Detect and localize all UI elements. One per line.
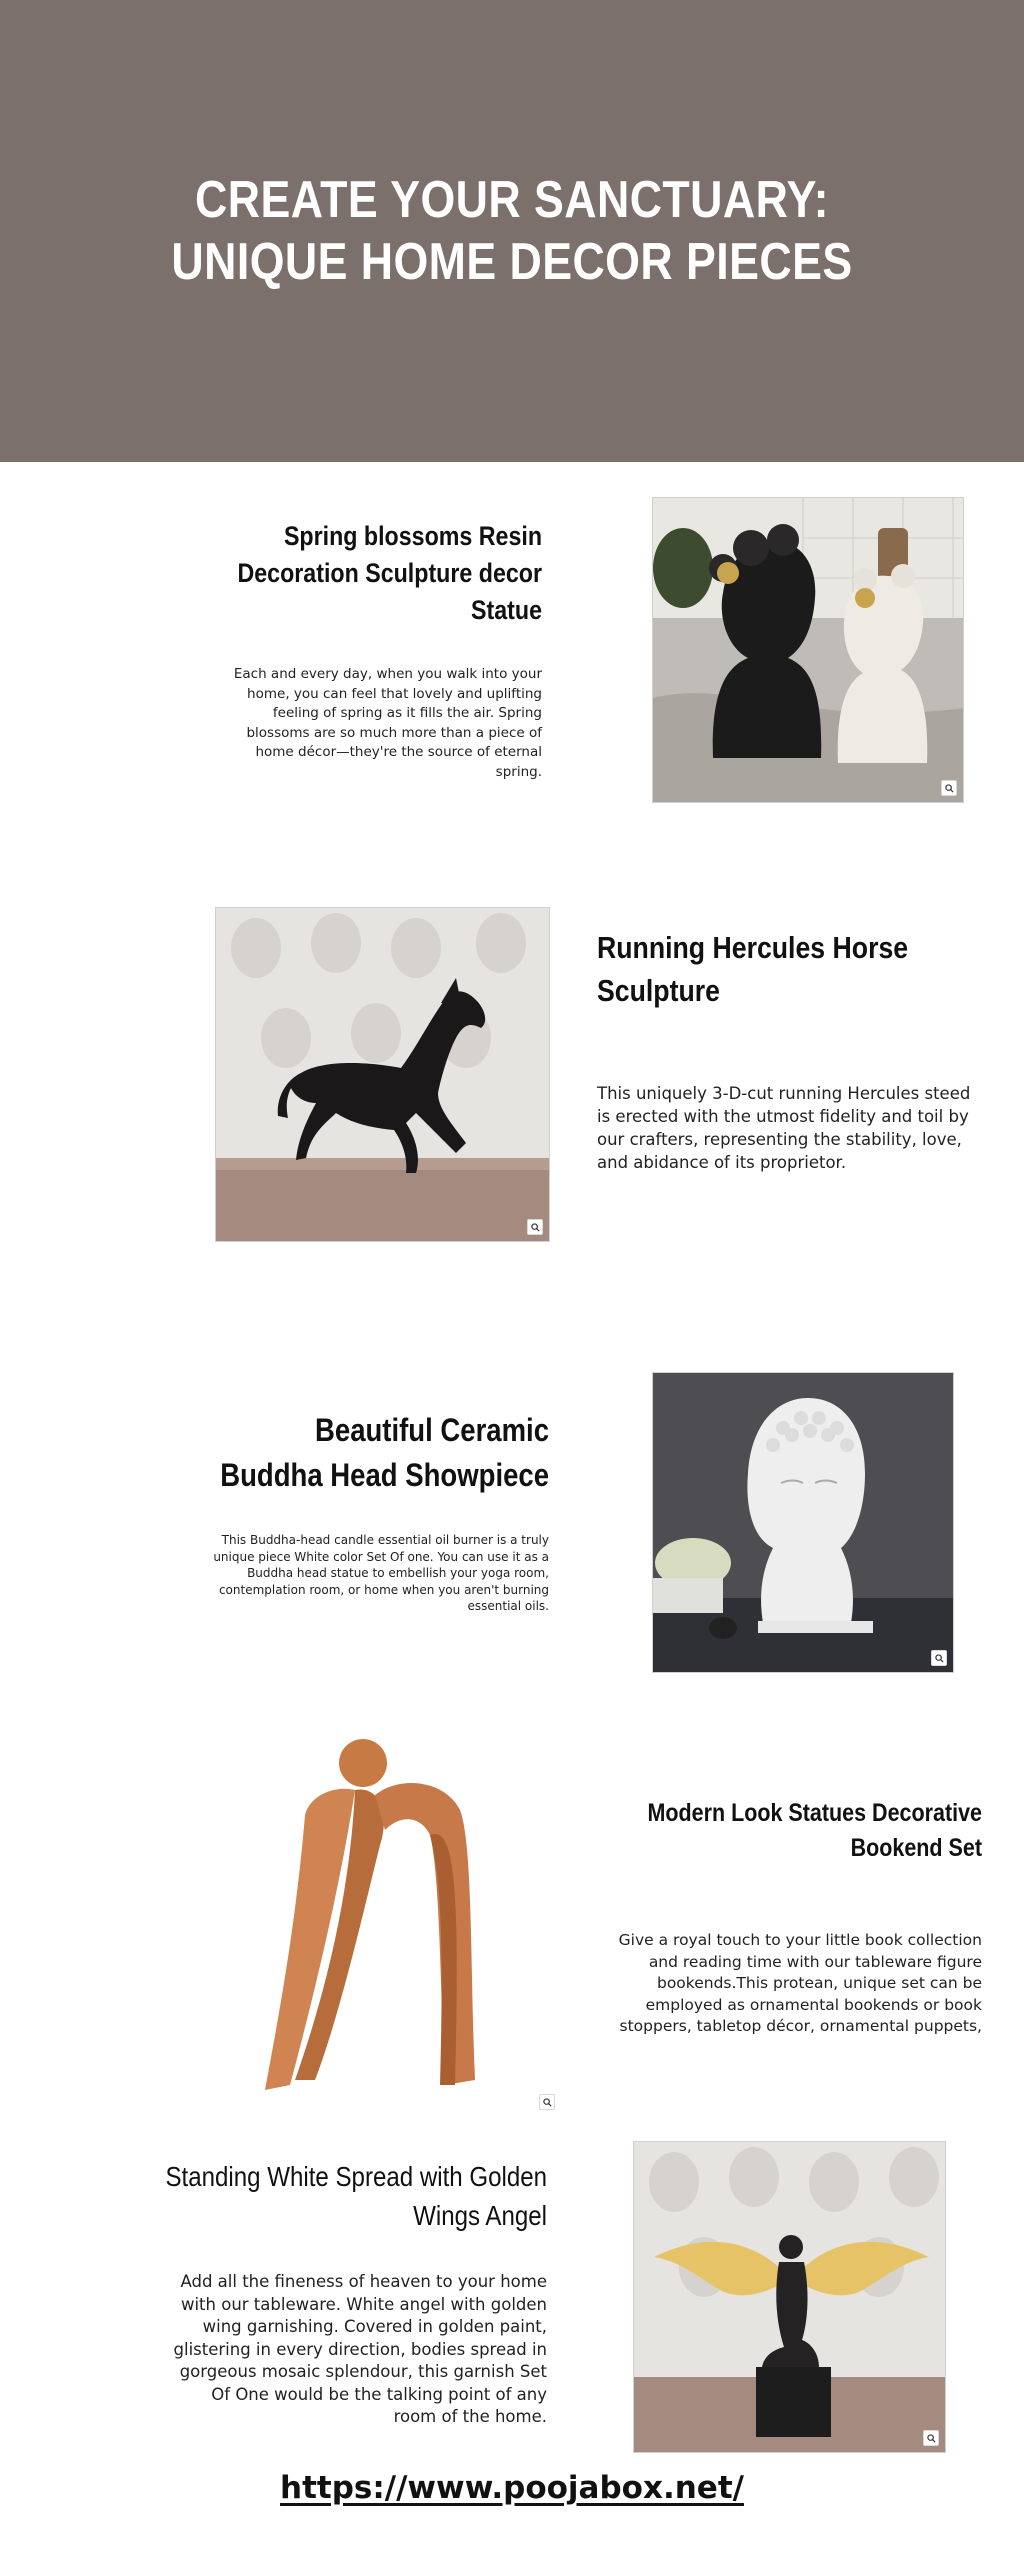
sculpture-image [653,498,964,803]
product-description: This Buddha-head candle essential oil burner is a truly unique piece White color Set Of one. You can use it as a Buddha head statue to embellish your yoga room, contemplation room, or home when you aren't burning essential oils. [213,1533,549,1613]
product-text-5 [165,2157,547,2429]
website-link[interactable]: https://www.poojabox.net/ [280,2470,744,2506]
product-title: Spring blossoms Resin Decoration Sculpture decor Statue [237,521,542,625]
horse-image [216,908,550,1242]
zoom-icon[interactable] [539,2094,555,2110]
product-image-2[interactable] [215,907,550,1242]
product-text-4 [610,1796,982,2038]
zoom-icon[interactable] [941,780,957,796]
product-title: Running Hercules Horse Sculpture [597,930,909,1008]
hero-title: CREATE YOUR SANCTUARY: UNIQUE HOME DECOR PIECES [171,171,853,291]
product-image-3[interactable] [652,1372,954,1673]
product-description: Give a royal touch to your little book collection and reading time with our tableware figure bookends.This protean, unique set can be employed as ornamental bookends or book stoppers, tabletop décor, ornamental puppets, [618,1931,982,2035]
angel-image [634,2142,946,2453]
product-image-1[interactable] [652,497,964,803]
product-text-3 [207,1408,549,1615]
hero-banner [0,0,1024,462]
buddha-image [653,1373,954,1673]
zoom-icon[interactable] [527,1219,543,1235]
product-image-4[interactable] [215,1735,555,2110]
product-title: Modern Look Statues Decorative Bookend Set [647,1799,982,1862]
product-title: Beautiful Ceramic Buddha Head Showpiece [220,1412,549,1493]
product-description: Each and every day, when you walk into your home, you can feel that lovely and uplifting feeling of spring as it fills the air. Spring blossoms are so much more than a piece of home décor—they're the source of eternal spring. [233,666,542,780]
zoom-icon[interactable] [931,1650,947,1666]
product-title: Standing White Spread with Golden Wings Angel [165,2161,547,2231]
product-description: Add all the fineness of heaven to your home with our tableware. White angel with golden wing garnishing. Covered in golden paint, glistering in every direction, bodies spread in gorgeous mosaic splendour, this garnish Set Of One would be the talking point of any room of the home. [173,2272,547,2426]
product-text-1 [210,518,542,782]
bookend-image [215,1735,555,2110]
product-image-5[interactable] [633,2141,946,2453]
product-text-2 [597,926,987,1174]
product-description: This uniquely 3-D-cut running Hercules steed is erected with the utmost fidelity and toil by our crafters, representing the stability, love, and abidance of its proprietor. [597,1084,971,1172]
zoom-icon[interactable] [923,2430,939,2446]
